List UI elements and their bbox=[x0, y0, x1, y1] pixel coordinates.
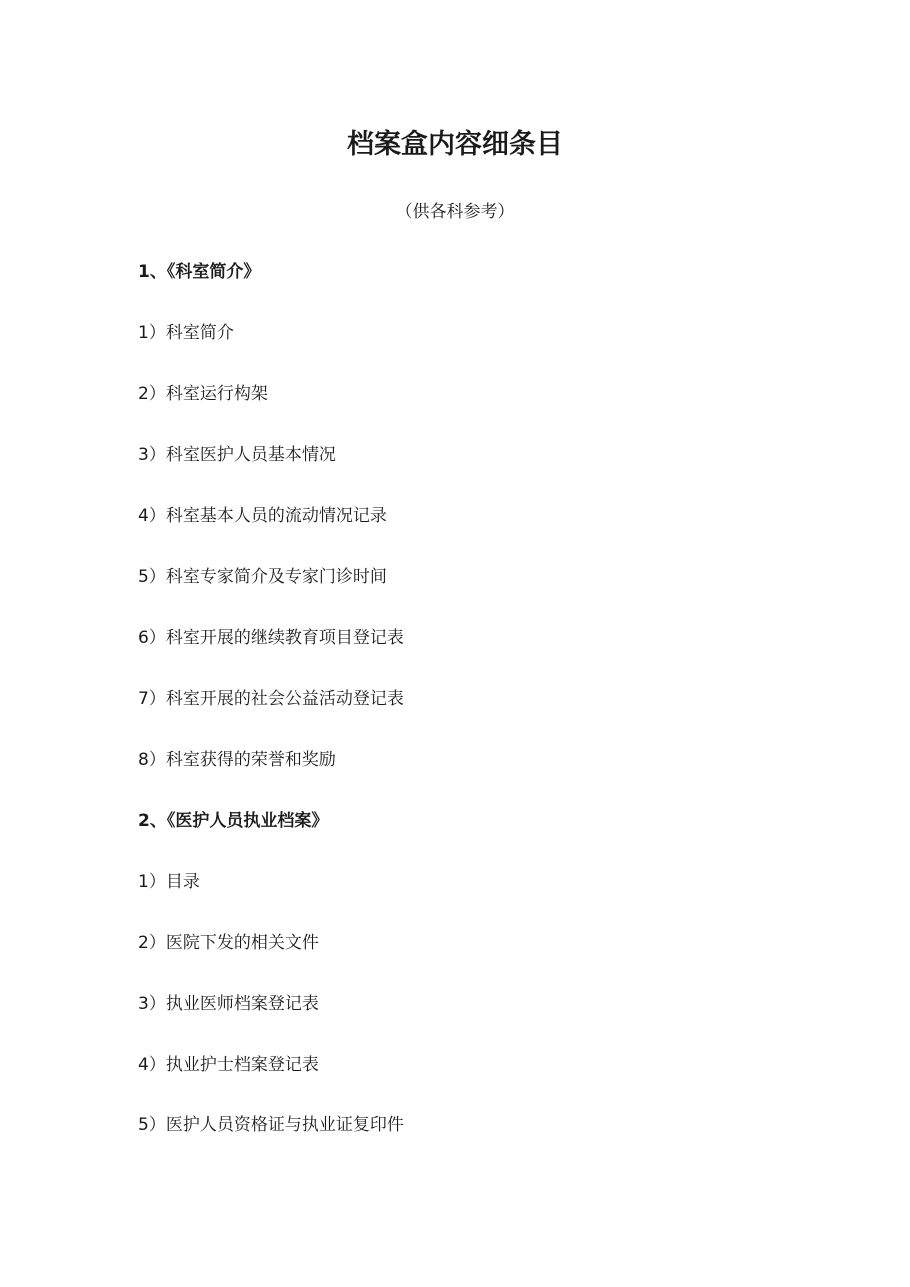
list-item: 4）执业护士档案登记表 bbox=[138, 1055, 319, 1075]
list-item: 5）医护人员资格证与执业证复印件 bbox=[138, 1115, 404, 1135]
section-heading-2: 2、《医护人员执业档案》 bbox=[138, 811, 329, 831]
list-item: 2）医院下发的相关文件 bbox=[138, 933, 319, 953]
section-heading-1: 1、《科室简介》 bbox=[138, 262, 261, 282]
list-item: 7）科室开展的社会公益活动登记表 bbox=[138, 689, 404, 709]
list-item: 3）科室医护人员基本情况 bbox=[138, 445, 336, 465]
list-item: 1）目录 bbox=[138, 872, 200, 892]
list-item: 8）科室获得的荣誉和奖励 bbox=[138, 750, 336, 770]
list-item: 6）科室开展的继续教育项目登记表 bbox=[138, 628, 404, 648]
list-item: 3）执业医师档案登记表 bbox=[138, 994, 319, 1014]
document-subtitle: （供各科参考） bbox=[395, 202, 515, 222]
list-item: 5）科室专家简介及专家门诊时间 bbox=[138, 567, 387, 587]
document-title: 档案盒内容细条目 bbox=[347, 129, 563, 160]
list-item: 4）科室基本人员的流动情况记录 bbox=[138, 506, 387, 526]
list-item: 2）科室运行构架 bbox=[138, 384, 268, 404]
list-item: 1）科室简介 bbox=[138, 323, 234, 343]
